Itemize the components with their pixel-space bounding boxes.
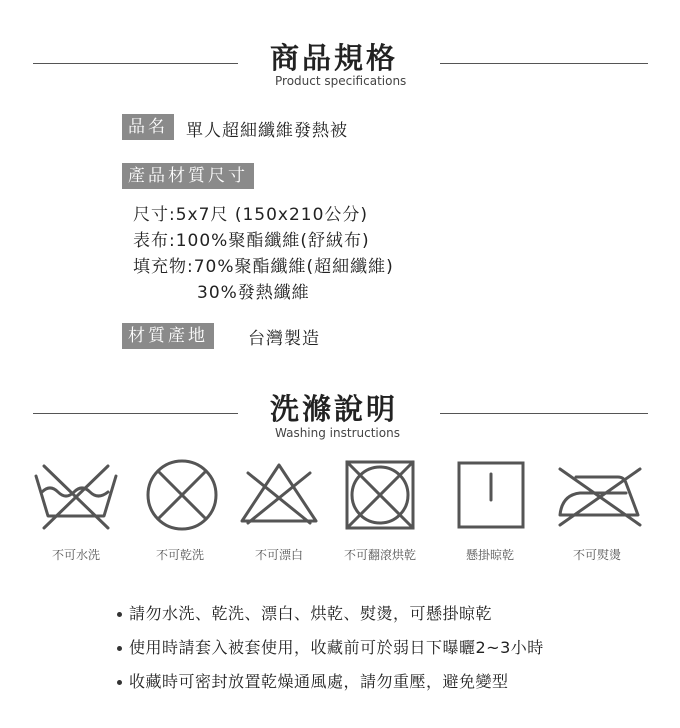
spec-title: 商品規格 (270, 41, 399, 75)
care-note (117, 601, 492, 624)
no-bleach-icon (238, 459, 320, 529)
care-note (117, 669, 509, 692)
care-note-text: 收藏時可密封放置乾燥通風處，請勿重壓，避免變型 (129, 672, 509, 691)
bullet-icon (117, 680, 122, 685)
bullet-icon (117, 646, 122, 651)
product-name-label: 品名 (122, 114, 174, 140)
material-size-label: 產品材質尺寸 (122, 163, 254, 189)
care-label-no-dry-clean: 不可乾洗 (155, 548, 204, 562)
care-label-line-dry: 懸掛晾乾 (465, 548, 514, 562)
care-label-no-bleach: 不可漂白 (254, 548, 303, 562)
wash-divider-right (440, 413, 648, 414)
no-tumble-dry-icon (344, 459, 416, 531)
no-iron-icon (554, 463, 646, 529)
care-label-no-wash: 不可水洗 (51, 548, 100, 562)
spec-line-size: 尺寸:5x7尺 (150x210公分) (133, 205, 369, 225)
bullet-icon (117, 612, 122, 617)
spec-divider-left (33, 63, 238, 64)
origin-label: 材質產地 (122, 323, 214, 349)
care-label-no-tumble-dry: 不可翻滾烘乾 (343, 548, 416, 562)
care-note-text: 使用時請套入被套使用，收藏前可於弱日下曝曬2~3小時 (129, 638, 544, 657)
spec-divider-right (440, 63, 648, 64)
wash-title: 洗滌說明 (270, 392, 399, 426)
product-name-value: 單人超細纖維發熱被 (186, 121, 348, 141)
origin-value: 台灣製造 (248, 329, 320, 349)
spec-line-cover: 表布:100%聚酯纖維(舒絨布) (133, 231, 370, 251)
spec-subtitle: Product specifications (275, 74, 407, 88)
no-wash-icon (30, 462, 122, 532)
spec-line-filling-2: 30%發熱纖維 (197, 283, 310, 303)
care-note (117, 635, 544, 658)
line-dry-icon (456, 460, 526, 530)
no-dry-clean-icon (144, 457, 220, 533)
wash-subtitle: Washing instructions (275, 426, 400, 440)
wash-divider-left (33, 413, 238, 414)
care-label-no-iron: 不可熨燙 (572, 548, 621, 562)
spec-line-filling: 填充物:70%聚酯纖維(超細纖維) (133, 257, 394, 277)
care-note-text: 請勿水洗、乾洗、漂白、烘乾、熨燙，可懸掛晾乾 (129, 604, 493, 623)
